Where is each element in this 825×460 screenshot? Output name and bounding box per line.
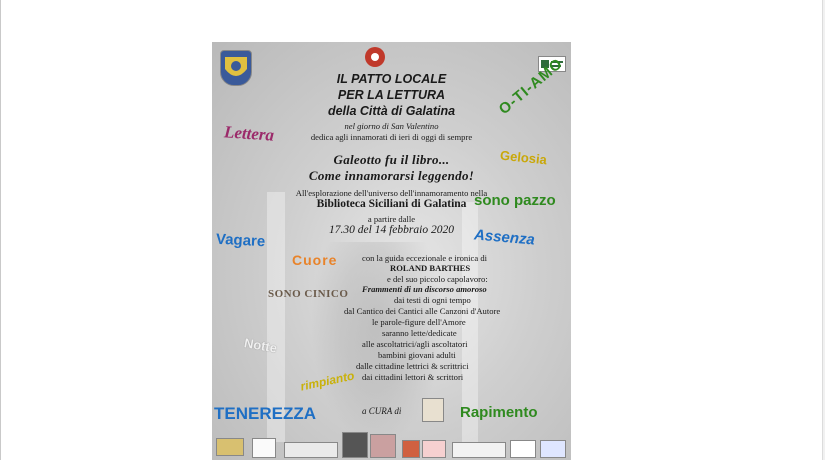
word-tenerezza: TENEREZZA (214, 404, 316, 423)
sponsor-logo-7 (422, 440, 446, 458)
occasion-text: nel giorno di San Valentino (344, 121, 439, 131)
sponsor-logo-5 (370, 434, 396, 458)
citizens-line: dalle cittadine lettrici & scrittrici (356, 361, 469, 371)
listeners-line: alle ascoltatrici/agli ascoltatori (362, 339, 468, 349)
header-line-1: IL PATTO LOCALE (336, 72, 447, 86)
word-vagare: Vagare (215, 230, 266, 251)
readers-line: dai cittadini lettori & scrittori (362, 372, 464, 382)
from-label: a partire dalle (367, 214, 416, 224)
word-cuore: Cuore (292, 252, 338, 268)
association-logo (362, 46, 388, 70)
word-sono-cinico: SONO CINICO (268, 288, 349, 300)
texts-line: dai testi di ogni tempo (394, 295, 471, 305)
word-gelosia: Gelosia (499, 147, 548, 168)
word-ti-amo: O-TI-AMO (495, 54, 567, 119)
motto-line-2: Come innamorarsi leggendo! (308, 168, 475, 183)
work-intro: e del suo piccolo capolavoro: (387, 274, 488, 284)
exploration-text: All'esplorazione dell'universo dell'innamoramento nella (295, 188, 488, 198)
read-line: saranno lette/dedicate (382, 328, 457, 338)
guide-text: con la guida eccezionale e ironica di (362, 253, 488, 263)
word-rapimento: Rapimento (460, 404, 538, 421)
range-line: dal Cantico dei Cantici alle Canzoni d'Autore (344, 306, 501, 316)
dedication-text: dedica agli innamorati di ieri di oggi di sempre (310, 132, 473, 142)
word-sono-pazzo: sono pazzo (474, 192, 556, 209)
author-name: ROLAND BARTHES (390, 263, 471, 273)
sponsor-logo-6 (402, 440, 420, 458)
venue-title: Biblioteca Siciliani di Galatina (316, 198, 467, 210)
event-poster (212, 42, 571, 460)
header-line-2: PER LA LETTURA (337, 88, 446, 102)
sponsor-logo-3 (284, 442, 338, 458)
word-notte: Notte (242, 335, 279, 356)
word-rimpianto: rimpianto (299, 368, 356, 394)
ages-line: bambini giovani adulti (378, 350, 456, 360)
figures-line: le parole-figure dell'Amore (372, 317, 466, 327)
event-datetime: 17.30 del 14 febbraio 2020 (329, 224, 454, 236)
window-left-edge (0, 0, 1, 460)
header-line-3: della Città di Galatina (327, 104, 456, 118)
sponsor-logo-9 (510, 440, 536, 458)
sponsor-logo-10 (540, 440, 566, 458)
word-assenza: Assenza (473, 226, 536, 249)
sponsor-logo-2 (252, 438, 276, 458)
curated-by-label: a CURA di (362, 406, 402, 416)
word-lettera: Lettera (223, 122, 275, 145)
motto-line-1: Galeotto fu il libro... (333, 152, 450, 167)
sponsor-logo-8 (452, 442, 506, 458)
curator-logo (422, 398, 444, 422)
work-title: Frammenti di un discorso amoroso (362, 284, 487, 294)
sponsor-logo-4 (342, 432, 368, 458)
sponsor-logo-1 (216, 438, 244, 456)
